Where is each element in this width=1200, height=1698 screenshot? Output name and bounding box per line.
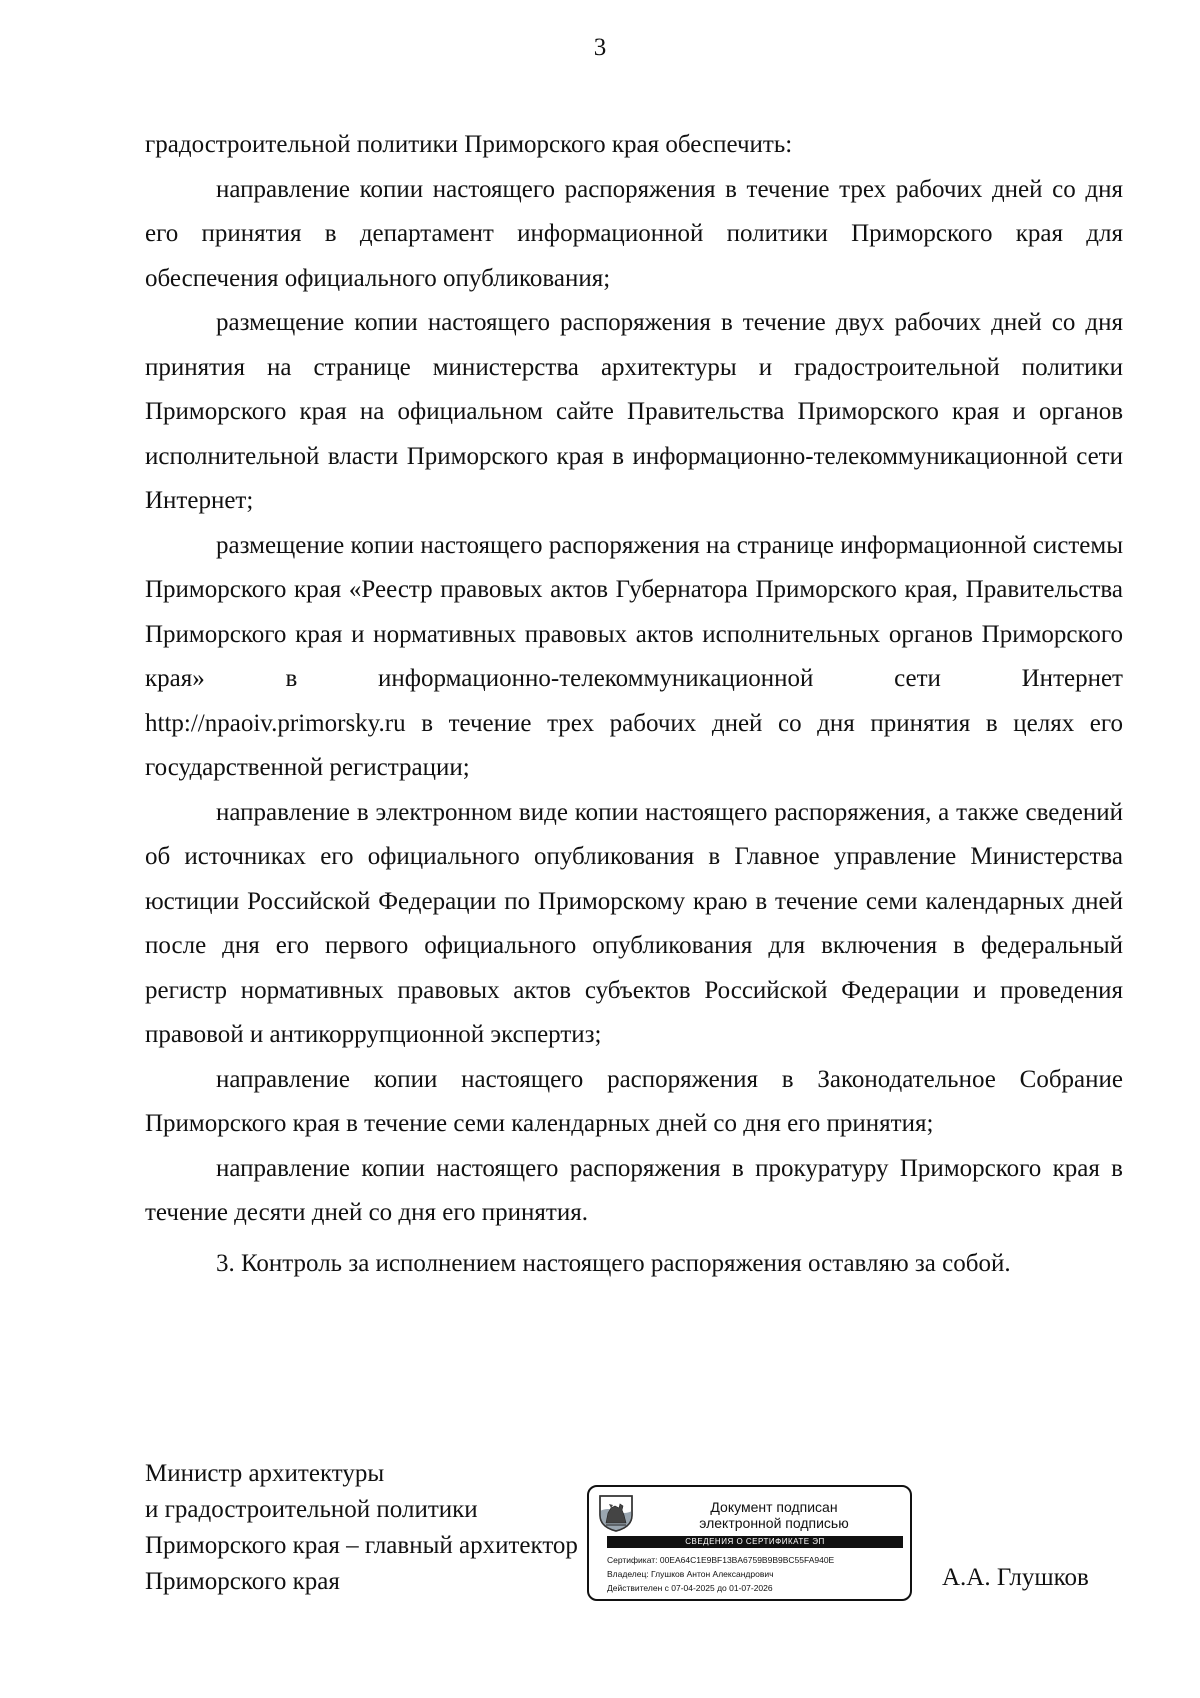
body-paragraph: направление в электронном виде копии настоящего распоряжения, а также сведений об источниках его официального опубликования в Главное управление Министерства юстиции Российской Федерации по Приморскому краю в течение семи календарных дней после дня его первого официального опубликования для включения в федеральный регистр нормативных правовых актов субъектов Российской Федерации и проведения правовой и антикоррупционной экспертиз; [145, 798, 1123, 1048]
body-paragraph: http://npaoiv.primorsky.ru в течение трех рабочих дней со дня принятия в целях его государственной регистрации; [145, 709, 1123, 781]
esig-heading [639, 1499, 909, 1531]
esig-heading-line: электронной подписью [699, 1515, 849, 1531]
body-paragraph: размещение копии настоящего распоряжения на странице информационной системы Приморского края «Реестр правовых актов Губернатора Приморского края, Правительства Приморского края и нормативных правовых актов исполнительных органов Приморского края» в информационно-телекоммуникационной сети Интернет [145, 531, 1123, 692]
signatory-title-line: Приморского края [145, 1568, 340, 1595]
signatory-title-line: Министр архитектуры [145, 1460, 385, 1487]
signatory-title-line: и градостроительной политики [145, 1496, 478, 1523]
esig-heading-line: Документ подписан [710, 1499, 838, 1515]
body-paragraph: 3. Контроль за исполнением настоящего распоряжения оставляю за собой. [216, 1249, 1011, 1277]
esig-certificate-number: Сертификат: 00EA64C1E9BF13BA6759B9B9BC55FA940E [607, 1555, 835, 1565]
esig-certificate-bar: СВЕДЕНИЯ О СЕРТИФИКАТЕ ЭП [607, 1536, 903, 1548]
body-paragraph: градостроительной политики Приморского края обеспечить: [145, 131, 793, 158]
signatory-title [145, 1456, 578, 1600]
signatory-title-line: Приморского края – главный архитектор [145, 1532, 578, 1559]
body-paragraph: направление копии настоящего распоряжения в прокуратуру Приморского края в течение десяти дней со дня его принятия. [145, 1154, 1123, 1226]
esig-owner: Владелец: Глушков Антон Александрович [607, 1569, 774, 1579]
body-paragraph: направление копии настоящего распоряжения в Законодательное Собрание Приморского края в течение семи календарных дней со дня его принятия; [145, 1065, 1123, 1137]
document-body [145, 123, 1123, 1286]
esig-details [607, 1553, 907, 1595]
esig-validity: Действителен с 07-04-2025 до 01-07-2026 [607, 1583, 773, 1593]
electronic-signature-stamp [587, 1485, 912, 1601]
page-number: 3 [593, 34, 607, 61]
primorsky-coat-of-arms-icon [597, 1493, 635, 1533]
signatory-name: А.А. Глушков [942, 1564, 1089, 1591]
body-paragraph: размещение копии настоящего распоряжения в течение двух рабочих дней со дня принятия на странице министерства архитектуры и градостроительной политики Приморского края на официальном сайте Правительства Приморского края и органов исполнительной власти Приморского края в информационно-телекоммуникационной сети Интернет; [145, 309, 1123, 514]
body-paragraph: направление копии настоящего распоряжения в течение трех рабочих дней со дня его принятия в департамент информационной политики Приморского края для обеспечения официального опубликования; [145, 175, 1123, 292]
